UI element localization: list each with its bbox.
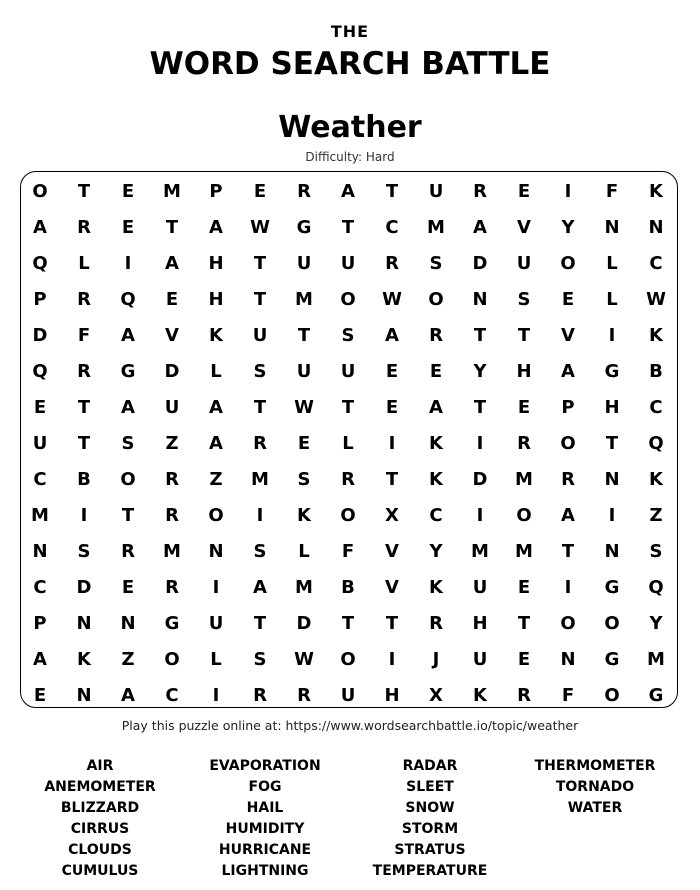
grid-cell[interactable]: J	[432, 648, 440, 670]
grid-cell[interactable]: N	[208, 540, 224, 562]
grid-cell[interactable]: A	[165, 252, 179, 274]
grid-cell[interactable]: Q	[120, 288, 136, 310]
grid-cell[interactable]: R	[517, 432, 531, 454]
grid-cell[interactable]: G	[120, 360, 136, 382]
grid-cell[interactable]: K	[297, 504, 311, 526]
grid-cell[interactable]: R	[77, 288, 91, 310]
grid-cell[interactable]: Z	[649, 504, 663, 526]
grid-cell[interactable]: Y	[473, 360, 487, 382]
grid-cell[interactable]: N	[76, 684, 92, 706]
grid-cell[interactable]: O	[208, 504, 224, 526]
grid-cell[interactable]: O	[32, 180, 48, 202]
grid-cell[interactable]: D	[296, 612, 312, 634]
grid-cell[interactable]: O	[120, 468, 136, 490]
grid-cell[interactable]: K	[429, 432, 443, 454]
grid-cell[interactable]: Y	[561, 216, 575, 238]
grid-cell[interactable]: C	[33, 576, 47, 598]
grid-cell[interactable]: I	[212, 576, 220, 598]
grid-cell[interactable]: A	[121, 396, 135, 418]
grid-cell[interactable]: M	[295, 576, 313, 598]
grid-cell[interactable]: N	[76, 612, 92, 634]
grid-cell[interactable]: C	[33, 468, 47, 490]
grid-cell[interactable]: V	[517, 216, 531, 238]
grid-cell[interactable]: O	[560, 612, 576, 634]
grid-cell[interactable]: K	[649, 468, 663, 490]
grid-cell[interactable]: E	[33, 396, 47, 418]
grid-cell[interactable]: T	[253, 612, 267, 634]
grid-cell[interactable]: E	[253, 180, 267, 202]
grid-cell[interactable]: W	[294, 396, 314, 418]
grid-cell[interactable]: V	[165, 324, 179, 346]
grid-cell[interactable]: N	[120, 612, 136, 634]
difficulty-label: Difficulty: Hard	[305, 150, 395, 164]
grid-cell[interactable]: E	[297, 432, 311, 454]
grid-cell[interactable]: I	[476, 504, 484, 526]
grid-cell[interactable]: S	[253, 540, 267, 562]
grid-cell[interactable]: Q	[648, 432, 664, 454]
grid-cell[interactable]: Y	[649, 612, 663, 634]
grid-cell[interactable]: S	[253, 360, 267, 382]
grid-cell[interactable]: O	[340, 504, 356, 526]
grid-cell[interactable]: L	[606, 288, 618, 310]
grid-cell[interactable]: L	[78, 252, 90, 274]
grid-cell[interactable]: T	[517, 324, 531, 346]
brand-prefix: THE	[330, 22, 370, 41]
grid-cell[interactable]: T	[253, 252, 267, 274]
word-list-item: HUMIDITY	[225, 821, 305, 837]
grid-cell[interactable]: R	[165, 504, 179, 526]
grid-cell[interactable]: H	[208, 288, 224, 310]
grid-cell[interactable]: B	[341, 576, 355, 598]
grid-cell[interactable]: M	[163, 180, 181, 202]
grid-cell[interactable]: E	[517, 648, 531, 670]
grid-cell[interactable]: A	[341, 180, 355, 202]
grid-cell[interactable]: F	[77, 324, 91, 346]
grid-cell[interactable]: I	[80, 504, 88, 526]
grid-cell[interactable]: F	[341, 540, 355, 562]
grid-cell[interactable]: T	[385, 612, 399, 634]
grid-cell[interactable]: U	[428, 180, 444, 202]
grid-cell[interactable]: S	[341, 324, 355, 346]
grid-cell[interactable]: K	[429, 468, 443, 490]
grid-cell[interactable]: U	[252, 324, 268, 346]
grid-cell[interactable]: R	[297, 180, 311, 202]
grid-cell[interactable]: E	[517, 576, 531, 598]
grid-cell[interactable]: H	[208, 252, 224, 274]
word-list-item: FOG	[248, 779, 282, 795]
word-column	[180, 756, 350, 882]
grid-cell[interactable]: G	[648, 684, 664, 706]
word-list-item: TORNADO	[555, 779, 635, 795]
grid-cell[interactable]: S	[121, 432, 135, 454]
grid-cell[interactable]: Q	[648, 576, 664, 598]
grid-cell[interactable]: A	[209, 216, 223, 238]
grid-cell[interactable]: T	[253, 396, 267, 418]
word-list-item: LIGHTNING	[221, 863, 309, 879]
grid-cell[interactable]: R	[253, 684, 267, 706]
grid-cell[interactable]: U	[340, 360, 356, 382]
grid-cell[interactable]: R	[561, 468, 575, 490]
grid-cell[interactable]: D	[472, 252, 488, 274]
grid-cell[interactable]: A	[385, 324, 399, 346]
grid-cell[interactable]: Y	[429, 540, 443, 562]
grid-cell[interactable]: I	[476, 432, 484, 454]
grid-cell[interactable]: I	[388, 432, 396, 454]
grid-cell[interactable]: R	[385, 252, 399, 274]
grid-cell[interactable]: T	[77, 432, 91, 454]
grid-cell[interactable]: T	[297, 324, 311, 346]
grid-cell[interactable]: I	[608, 504, 616, 526]
grid-cell[interactable]: R	[429, 612, 443, 634]
grid-cell[interactable]: R	[341, 468, 355, 490]
grid-cell[interactable]: O	[516, 504, 532, 526]
grid-cell[interactable]: M	[515, 540, 533, 562]
grid-cell[interactable]: T	[341, 396, 355, 418]
word-list-item: STORM	[401, 821, 459, 837]
grid-cell[interactable]: K	[649, 324, 663, 346]
grid-cell[interactable]: A	[561, 504, 575, 526]
word-column	[345, 756, 515, 882]
grid-cell[interactable]: O	[428, 288, 444, 310]
grid-cell[interactable]: H	[384, 684, 400, 706]
grid-cell[interactable]: T	[77, 396, 91, 418]
grid-cell[interactable]: T	[121, 504, 135, 526]
grid-cell[interactable]: R	[77, 360, 91, 382]
grid-cell[interactable]: U	[296, 252, 312, 274]
grid-cell[interactable]: D	[32, 324, 48, 346]
grid-cell[interactable]: E	[517, 396, 531, 418]
grid-cell[interactable]: G	[164, 612, 180, 634]
grid-cell[interactable]: K	[77, 648, 91, 670]
grid-cell[interactable]: P	[33, 288, 47, 310]
grid-cell[interactable]: Q	[32, 252, 48, 274]
grid-cell[interactable]: L	[210, 360, 222, 382]
grid-cell[interactable]: A	[121, 684, 135, 706]
grid-cell[interactable]: A	[33, 216, 47, 238]
grid-cell[interactable]: W	[646, 288, 666, 310]
word-list-item: BLIZZARD	[60, 800, 140, 816]
grid-cell[interactable]: M	[647, 648, 665, 670]
grid-cell[interactable]: E	[385, 396, 399, 418]
grid-cell[interactable]: U	[32, 432, 48, 454]
grid-cell[interactable]: M	[31, 504, 49, 526]
word-list-item: RADAR	[402, 758, 458, 774]
grid-cell[interactable]: K	[649, 180, 663, 202]
grid-cell[interactable]: M	[471, 540, 489, 562]
grid-cell[interactable]: V	[385, 576, 399, 598]
grid-cell[interactable]: A	[121, 324, 135, 346]
grid-cell[interactable]: I	[564, 180, 572, 202]
grid-cell[interactable]: L	[210, 648, 222, 670]
grid-cell[interactable]: N	[604, 468, 620, 490]
word-list-item: SLEET	[406, 779, 454, 795]
grid-cell[interactable]: X	[385, 504, 399, 526]
grid-cell[interactable]: G	[604, 576, 620, 598]
grid-cell[interactable]: B	[649, 360, 663, 382]
grid-cell[interactable]: S	[649, 540, 663, 562]
grid-cell[interactable]: R	[473, 180, 487, 202]
grid-cell[interactable]: U	[340, 252, 356, 274]
grid-cell[interactable]: M	[515, 468, 533, 490]
grid-cell[interactable]: I	[608, 324, 616, 346]
online-link-text: Play this puzzle online at: https://www.wordsearchbattle.io/topic/weather	[121, 718, 579, 733]
grid-cell[interactable]: U	[340, 684, 356, 706]
grid-cell[interactable]: G	[604, 648, 620, 670]
grid-cell[interactable]: S	[77, 540, 91, 562]
word-list-item: SNOW	[405, 800, 455, 816]
word-list-item: STRATUS	[394, 842, 466, 858]
grid-cell[interactable]: N	[648, 216, 664, 238]
grid-cell[interactable]: G	[604, 360, 620, 382]
grid-cell[interactable]: O	[560, 252, 576, 274]
grid-cell[interactable]: S	[253, 648, 267, 670]
grid-cell[interactable]: N	[604, 216, 620, 238]
grid-cell[interactable]: V	[385, 540, 399, 562]
grid-cell[interactable]: R	[517, 684, 531, 706]
grid-cell[interactable]: R	[297, 684, 311, 706]
grid-cell[interactable]: V	[561, 324, 575, 346]
grid-cell[interactable]: U	[472, 576, 488, 598]
grid-cell[interactable]: R	[77, 216, 91, 238]
grid-cell[interactable]: T	[385, 468, 399, 490]
grid-cell[interactable]: T	[605, 432, 619, 454]
grid-cell[interactable]: T	[165, 216, 179, 238]
grid-cell[interactable]: I	[256, 504, 264, 526]
grid-cell[interactable]: K	[473, 684, 487, 706]
grid-cell[interactable]: W	[250, 216, 270, 238]
grid-cell[interactable]: T	[385, 180, 399, 202]
grid-cell[interactable]: Z	[121, 648, 135, 670]
grid-cell[interactable]: D	[472, 468, 488, 490]
grid-cell[interactable]: Z	[209, 468, 223, 490]
grid-cell[interactable]: W	[382, 288, 402, 310]
grid-cell[interactable]: R	[165, 468, 179, 490]
grid-cell[interactable]: E	[121, 180, 135, 202]
grid-cell[interactable]: R	[253, 432, 267, 454]
word-list-item: CLOUDS	[68, 842, 132, 858]
grid-cell[interactable]: Z	[165, 432, 179, 454]
grid-cell[interactable]: C	[429, 504, 443, 526]
grid-cell[interactable]: I	[388, 648, 396, 670]
grid-cell[interactable]: F	[605, 180, 619, 202]
word-list-item: AIR	[86, 758, 114, 774]
grid-cell[interactable]: A	[33, 648, 47, 670]
grid-cell[interactable]: R	[121, 540, 135, 562]
grid-cell[interactable]: I	[564, 576, 572, 598]
grid-cell[interactable]: U	[208, 612, 224, 634]
brand-logo: WORD SEARCH BATTLE	[149, 46, 551, 82]
grid-cell[interactable]: K	[209, 324, 223, 346]
grid-cell[interactable]: A	[253, 576, 267, 598]
word-column	[510, 756, 680, 819]
word-list-item: THERMOMETER	[534, 758, 656, 774]
grid-cell[interactable]: U	[296, 360, 312, 382]
grid-cell[interactable]: T	[77, 180, 91, 202]
grid-cell[interactable]: A	[561, 360, 575, 382]
grid-cell[interactable]: N	[32, 540, 48, 562]
grid-cell[interactable]: H	[516, 360, 532, 382]
grid-cell[interactable]: E	[517, 180, 531, 202]
grid-cell[interactable]: S	[517, 288, 531, 310]
word-list-item: TEMPERATURE	[372, 863, 488, 879]
grid-cell[interactable]: C	[649, 396, 663, 418]
grid-cell[interactable]: S	[297, 468, 311, 490]
grid-cell[interactable]: F	[561, 684, 575, 706]
puzzle-grid[interactable]	[18, 173, 678, 713]
grid-cell[interactable]: T	[561, 540, 575, 562]
grid-cell[interactable]: O	[340, 648, 356, 670]
word-list-item: HURRICANE	[218, 842, 312, 858]
grid-cell[interactable]: A	[473, 216, 487, 238]
grid-cell[interactable]: A	[209, 396, 223, 418]
grid-cell[interactable]: U	[472, 648, 488, 670]
grid-cell[interactable]: M	[251, 468, 269, 490]
word-list-item: HAIL	[246, 800, 284, 816]
grid-cell[interactable]: O	[340, 288, 356, 310]
grid-cell[interactable]: O	[560, 432, 576, 454]
grid-cell[interactable]: I	[212, 684, 220, 706]
puzzle-title: Weather	[278, 110, 422, 145]
word-list-item: CIRRUS	[70, 821, 130, 837]
grid-cell[interactable]: R	[165, 576, 179, 598]
grid-cell[interactable]: C	[165, 684, 179, 706]
grid-cell[interactable]: U	[516, 252, 532, 274]
grid-cell[interactable]: N	[560, 648, 576, 670]
grid-cell[interactable]: T	[253, 288, 267, 310]
grid-cell[interactable]: X	[429, 684, 443, 706]
grid-cell[interactable]: E	[33, 684, 47, 706]
grid-cell[interactable]: E	[561, 288, 575, 310]
grid-cell[interactable]: T	[341, 612, 355, 634]
grid-cell[interactable]: L	[298, 540, 310, 562]
grid-cell[interactable]: O	[604, 684, 620, 706]
grid-cell[interactable]: L	[606, 252, 618, 274]
grid-cell[interactable]: B	[77, 468, 91, 490]
grid-cell[interactable]: H	[472, 612, 488, 634]
grid-cell[interactable]: P	[561, 396, 575, 418]
grid-cell[interactable]: T	[473, 396, 487, 418]
grid-cell[interactable]: P	[209, 180, 223, 202]
grid-cell[interactable]: E	[429, 360, 443, 382]
grid-cell[interactable]: T	[473, 324, 487, 346]
grid-cell[interactable]: C	[649, 252, 663, 274]
word-list-item: CUMULUS	[61, 863, 139, 879]
word-list-item: EVAPORATION	[209, 758, 321, 774]
grid-cell[interactable]: M	[163, 540, 181, 562]
word-list-item: WATER	[567, 800, 623, 816]
grid-cell[interactable]: N	[472, 288, 488, 310]
grid-cell[interactable]: O	[164, 648, 180, 670]
grid-cell[interactable]: E	[385, 360, 399, 382]
grid-cell[interactable]: R	[429, 324, 443, 346]
word-column	[15, 756, 185, 882]
grid-cell[interactable]: E	[121, 576, 135, 598]
grid-cell[interactable]: A	[429, 396, 443, 418]
grid-cell[interactable]: T	[517, 612, 531, 634]
grid-cell[interactable]: K	[429, 576, 443, 598]
grid-cell[interactable]: U	[164, 396, 180, 418]
grid-cell[interactable]: P	[33, 612, 47, 634]
grid-cell[interactable]: G	[296, 216, 312, 238]
grid-cell[interactable]: T	[341, 216, 355, 238]
grid-cell[interactable]: M	[427, 216, 445, 238]
grid-cell[interactable]: D	[164, 360, 180, 382]
grid-cell[interactable]: E	[121, 216, 135, 238]
grid-cell[interactable]: S	[429, 252, 443, 274]
grid-cell[interactable]: O	[604, 612, 620, 634]
grid-cell[interactable]: E	[165, 288, 179, 310]
grid-cell[interactable]: D	[76, 576, 92, 598]
grid-cell[interactable]: Q	[32, 360, 48, 382]
grid-cell[interactable]: A	[209, 432, 223, 454]
grid-cell[interactable]: W	[294, 648, 314, 670]
word-list-item: ANEMOMETER	[44, 779, 156, 795]
grid-cell[interactable]: N	[604, 540, 620, 562]
grid-cell[interactable]: C	[385, 216, 399, 238]
grid-cell[interactable]: I	[124, 252, 132, 274]
grid-cell[interactable]: L	[342, 432, 354, 454]
grid-cell[interactable]: M	[295, 288, 313, 310]
grid-cell[interactable]: H	[604, 396, 620, 418]
